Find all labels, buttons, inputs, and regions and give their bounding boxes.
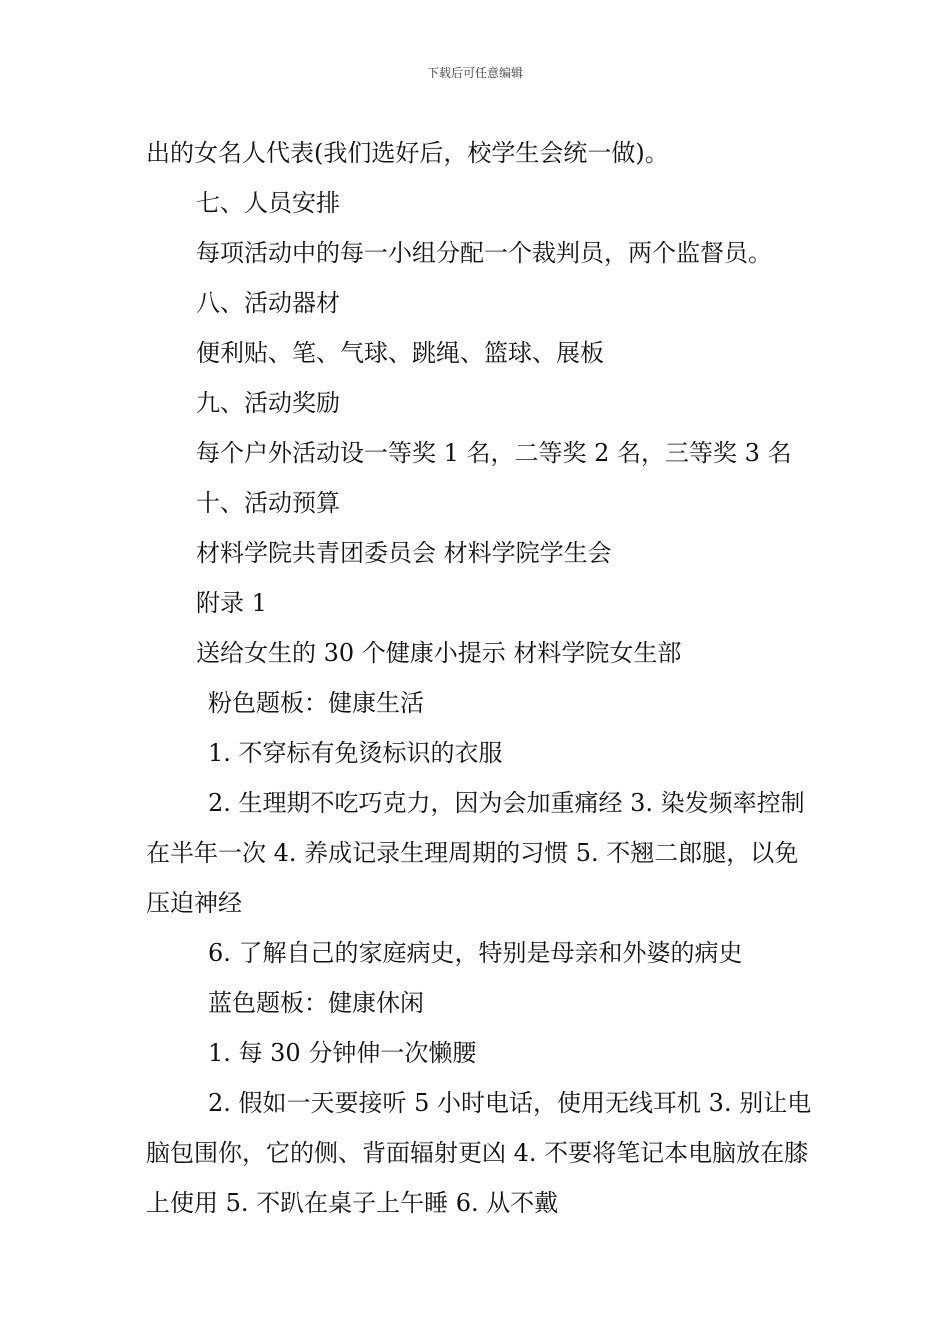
list-item: 1. 不穿标有免烫标识的衣服 xyxy=(208,739,503,767)
page-header: 下载后可任意编辑 xyxy=(426,66,523,80)
list-item: 1. 每 30 分钟伸一次懒腰 xyxy=(208,1039,477,1067)
blue-board-heading: 蓝色题板：健康休闲 xyxy=(208,989,424,1017)
paragraph: 2. 生理期不吃巧克力，因为会加重痛经 3. 染发频率控制在半年一次 4. 养成记录生理周期的习惯 5. 不翘二郎腿，以免压迫神经 xyxy=(146,789,805,917)
text-line: 便利贴、笔、气球、跳绳、篮球、展板 xyxy=(196,339,604,367)
section-heading-equipment: 八、活动器材 xyxy=(196,289,340,317)
document-body xyxy=(146,128,816,1228)
pink-board-heading: 粉色题板：健康生活 xyxy=(208,689,424,717)
list-item: 6. 了解自己的家庭病史，特别是母亲和外婆的病史 xyxy=(208,939,743,967)
appendix-title: 送给女生的 30 个健康小提示 材料学院女生部 xyxy=(196,639,682,667)
paragraph: 2. 假如一天要接听 5 小时电话，使用无线耳机 3. 别让电脑包围你，它的侧、背面辐射更凶 4. 不要将笔记本电脑放在膝上使用 5. 不趴在桌子上午睡 6. 从不戴 xyxy=(146,1089,812,1217)
text-line: 每项活动中的每一小组分配一个裁判员，两个监督员。 xyxy=(196,239,772,267)
section-heading-staffing: 七、人员安排 xyxy=(196,189,340,217)
text-line: 每个户外活动设一等奖 1 名，二等奖 2 名，三等奖 3 名 xyxy=(196,439,792,467)
section-heading-budget: 十、活动预算 xyxy=(196,489,340,517)
text-line: 出的女名人代表(我们选好后，校学生会统一做)。 xyxy=(146,139,669,167)
text-line: 材料学院共青团委员会 材料学院学生会 xyxy=(196,539,612,567)
section-heading-rewards: 九、活动奖励 xyxy=(196,389,340,417)
appendix-heading: 附录 1 xyxy=(196,589,267,617)
